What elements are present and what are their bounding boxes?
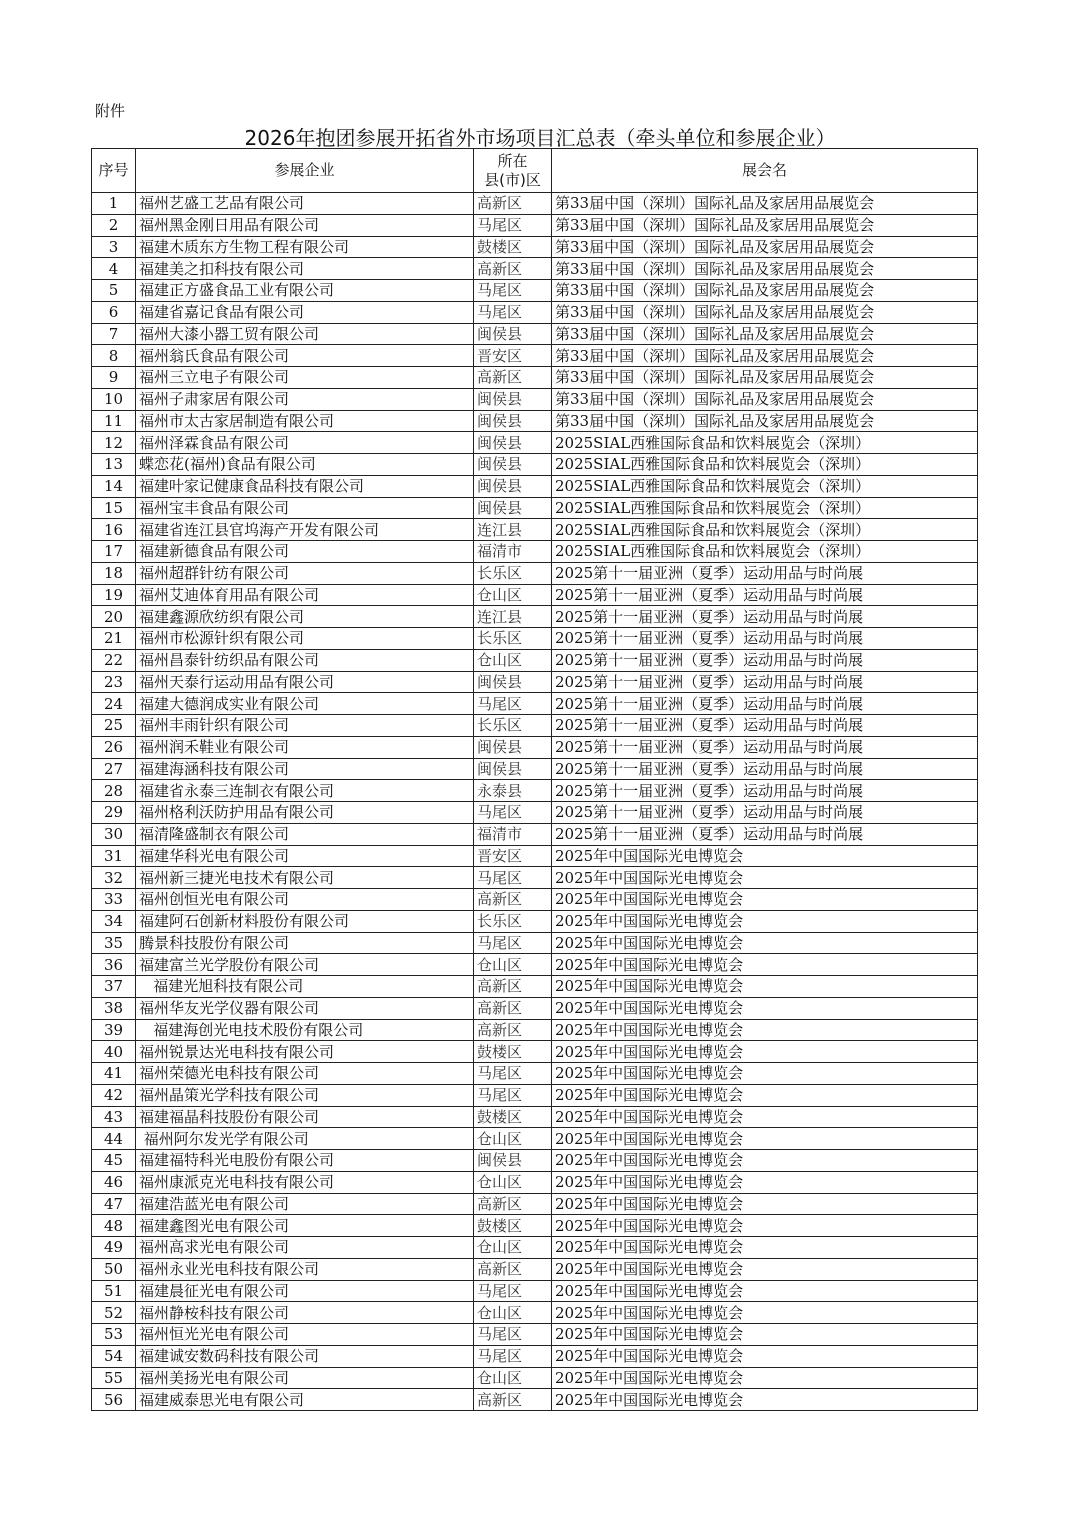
serial-number-cell: 3 xyxy=(92,236,136,258)
exhibition-cell: 2025年中国国际光电博览会 xyxy=(552,997,978,1019)
serial-number-cell: 54 xyxy=(92,1345,136,1367)
serial-number-cell: 10 xyxy=(92,388,136,410)
table-row xyxy=(92,606,978,628)
district-cell: 马尾区 xyxy=(474,1324,552,1346)
serial-number-cell: 42 xyxy=(92,1084,136,1106)
serial-number-cell: 17 xyxy=(92,541,136,563)
district-cell: 马尾区 xyxy=(474,1345,552,1367)
serial-number-cell: 30 xyxy=(92,823,136,845)
header-serial-number: 序号 xyxy=(92,149,136,193)
company-cell: 福州新三捷光电技术有限公司 xyxy=(136,867,474,889)
district-cell: 闽侯县 xyxy=(474,323,552,345)
serial-number-cell: 12 xyxy=(92,432,136,454)
serial-number-cell: 13 xyxy=(92,454,136,476)
serial-number-cell: 7 xyxy=(92,323,136,345)
exhibition-cell: 2025年中国国际光电博览会 xyxy=(552,845,978,867)
serial-number-cell: 20 xyxy=(92,606,136,628)
table-row xyxy=(92,932,978,954)
table-row xyxy=(92,1084,978,1106)
company-cell: 福州昌泰针纺织品有限公司 xyxy=(136,649,474,671)
district-cell: 马尾区 xyxy=(474,280,552,302)
serial-number-cell: 44 xyxy=(92,1128,136,1150)
exhibition-cell: 第33届中国（深圳）国际礼品及家居用品展览会 xyxy=(552,258,978,280)
company-cell: 福州市太古家居制造有限公司 xyxy=(136,410,474,432)
company-cell: 福建威泰思光电有限公司 xyxy=(136,1389,474,1411)
exhibition-cell: 2025第十一届亚洲（夏季）运动用品与时尚展 xyxy=(552,802,978,824)
company-cell: 福州黑金刚日用品有限公司 xyxy=(136,214,474,236)
serial-number-cell: 9 xyxy=(92,367,136,389)
company-cell: 福建海涵科技有限公司 xyxy=(136,758,474,780)
exhibition-cell: 2025年中国国际光电博览会 xyxy=(552,1019,978,1041)
exhibition-cell: 2025第十一届亚洲（夏季）运动用品与时尚展 xyxy=(552,758,978,780)
district-cell: 晋安区 xyxy=(474,345,552,367)
district-cell: 高新区 xyxy=(474,258,552,280)
exhibition-cell: 2025年中国国际光电博览会 xyxy=(552,1128,978,1150)
district-cell: 仓山区 xyxy=(474,1128,552,1150)
table-row xyxy=(92,519,978,541)
company-cell: 福州丰雨针织有限公司 xyxy=(136,715,474,737)
district-cell: 高新区 xyxy=(474,1389,552,1411)
exhibition-cell: 2025第十一届亚洲（夏季）运动用品与时尚展 xyxy=(552,606,978,628)
district-cell: 仓山区 xyxy=(474,584,552,606)
company-cell: 福建木质东方生物工程有限公司 xyxy=(136,236,474,258)
exhibition-cell: 2025第十一届亚洲（夏季）运动用品与时尚展 xyxy=(552,693,978,715)
serial-number-cell: 50 xyxy=(92,1258,136,1280)
district-cell: 高新区 xyxy=(474,1193,552,1215)
exhibition-cell: 2025年中国国际光电博览会 xyxy=(552,1106,978,1128)
district-cell: 闽侯县 xyxy=(474,758,552,780)
company-cell: 福州市松源针织有限公司 xyxy=(136,628,474,650)
company-cell: 福州康派克光电科技有限公司 xyxy=(136,1171,474,1193)
district-cell: 鼓楼区 xyxy=(474,1106,552,1128)
serial-number-cell: 51 xyxy=(92,1280,136,1302)
serial-number-cell: 31 xyxy=(92,845,136,867)
table-row xyxy=(92,1106,978,1128)
district-cell: 长乐区 xyxy=(474,628,552,650)
exhibition-cell: 2025第十一届亚洲（夏季）运动用品与时尚展 xyxy=(552,562,978,584)
serial-number-cell: 29 xyxy=(92,802,136,824)
district-cell: 闽侯县 xyxy=(474,736,552,758)
serial-number-cell: 21 xyxy=(92,628,136,650)
company-cell: 福建大德润成实业有限公司 xyxy=(136,693,474,715)
exhibition-cell: 2025年中国国际光电博览会 xyxy=(552,910,978,932)
exhibition-cell: 2025第十一届亚洲（夏季）运动用品与时尚展 xyxy=(552,823,978,845)
serial-number-cell: 16 xyxy=(92,519,136,541)
company-cell: 福建鑫图光电有限公司 xyxy=(136,1215,474,1237)
exhibition-cell: 2025年中国国际光电博览会 xyxy=(552,1237,978,1259)
table-row xyxy=(92,301,978,323)
serial-number-cell: 36 xyxy=(92,954,136,976)
exhibition-cell: 2025第十一届亚洲（夏季）运动用品与时尚展 xyxy=(552,649,978,671)
company-cell: 福州宝丰食品有限公司 xyxy=(136,497,474,519)
district-cell: 高新区 xyxy=(474,976,552,998)
exhibition-cell: 2025年中国国际光电博览会 xyxy=(552,1367,978,1389)
serial-number-cell: 46 xyxy=(92,1171,136,1193)
header-company: 参展企业 xyxy=(136,149,474,193)
serial-number-cell: 34 xyxy=(92,910,136,932)
table-row xyxy=(92,1063,978,1085)
table-row xyxy=(92,541,978,563)
company-cell: 福建美之扣科技有限公司 xyxy=(136,258,474,280)
district-cell: 闽侯县 xyxy=(474,671,552,693)
table-row xyxy=(92,823,978,845)
serial-number-cell: 1 xyxy=(92,193,136,215)
table-row xyxy=(92,954,978,976)
serial-number-cell: 38 xyxy=(92,997,136,1019)
serial-number-cell: 25 xyxy=(92,715,136,737)
table-header-row xyxy=(92,149,978,193)
serial-number-cell: 40 xyxy=(92,1041,136,1063)
exhibition-cell: 2025SIAL西雅国际食品和饮料展览会（深圳） xyxy=(552,432,978,454)
company-cell: 福建晨征光电有限公司 xyxy=(136,1280,474,1302)
serial-number-cell: 55 xyxy=(92,1367,136,1389)
company-cell: 福建鑫源欣纺织有限公司 xyxy=(136,606,474,628)
exhibition-cell: 2025SIAL西雅国际食品和饮料展览会（深圳） xyxy=(552,475,978,497)
table-row xyxy=(92,323,978,345)
table-row xyxy=(92,432,978,454)
company-cell: 福州润禾鞋业有限公司 xyxy=(136,736,474,758)
table-row xyxy=(92,889,978,911)
company-cell: 福建新德食品有限公司 xyxy=(136,541,474,563)
table-row xyxy=(92,562,978,584)
district-cell: 仓山区 xyxy=(474,1237,552,1259)
table-row xyxy=(92,1150,978,1172)
district-cell: 连江县 xyxy=(474,519,552,541)
table-row xyxy=(92,1171,978,1193)
header-exhibition: 展会名 xyxy=(552,149,978,193)
table-row xyxy=(92,193,978,215)
table-row xyxy=(92,236,978,258)
company-cell: 福建省嘉记食品有限公司 xyxy=(136,301,474,323)
table-body xyxy=(92,193,978,1411)
district-cell: 仓山区 xyxy=(474,1302,552,1324)
exhibition-cell: 2025年中国国际光电博览会 xyxy=(552,1389,978,1411)
district-cell: 晋安区 xyxy=(474,845,552,867)
district-cell: 高新区 xyxy=(474,1019,552,1041)
company-cell: 福建华科光电有限公司 xyxy=(136,845,474,867)
company-cell: 福建诚安数码科技有限公司 xyxy=(136,1345,474,1367)
company-cell: 福建阿石创新材料股份有限公司 xyxy=(136,910,474,932)
company-cell: 福州高求光电有限公司 xyxy=(136,1237,474,1259)
exhibition-cell: 2025年中国国际光电博览会 xyxy=(552,1215,978,1237)
table-row xyxy=(92,736,978,758)
exhibition-cell: 2025年中国国际光电博览会 xyxy=(552,867,978,889)
exhibition-cell: 2025年中国国际光电博览会 xyxy=(552,1345,978,1367)
table-row xyxy=(92,1128,978,1150)
table-row xyxy=(92,628,978,650)
district-cell: 鼓楼区 xyxy=(474,1215,552,1237)
serial-number-cell: 5 xyxy=(92,280,136,302)
serial-number-cell: 49 xyxy=(92,1237,136,1259)
company-cell: 福州创恒光电有限公司 xyxy=(136,889,474,911)
table-row xyxy=(92,214,978,236)
company-cell: 福州阿尔发光学有限公司 xyxy=(136,1128,474,1150)
district-cell: 马尾区 xyxy=(474,802,552,824)
exhibition-cell: 2025第十一届亚洲（夏季）运动用品与时尚展 xyxy=(552,628,978,650)
serial-number-cell: 45 xyxy=(92,1150,136,1172)
serial-number-cell: 35 xyxy=(92,932,136,954)
serial-number-cell: 6 xyxy=(92,301,136,323)
company-cell: 福建富兰光学股份有限公司 xyxy=(136,954,474,976)
table-row xyxy=(92,410,978,432)
serial-number-cell: 48 xyxy=(92,1215,136,1237)
serial-number-cell: 18 xyxy=(92,562,136,584)
table-row xyxy=(92,1280,978,1302)
company-cell: 福建正方盛食品工业有限公司 xyxy=(136,280,474,302)
header-district: 所在 县(市)区 xyxy=(474,149,552,193)
table-row xyxy=(92,976,978,998)
table-row xyxy=(92,454,978,476)
serial-number-cell: 28 xyxy=(92,780,136,802)
exhibitors-table xyxy=(91,148,978,1411)
exhibition-cell: 2025SIAL西雅国际食品和饮料展览会（深圳） xyxy=(552,497,978,519)
district-cell: 马尾区 xyxy=(474,932,552,954)
company-cell: 福建浩蓝光电有限公司 xyxy=(136,1193,474,1215)
company-cell: 蝶恋花(福州)食品有限公司 xyxy=(136,454,474,476)
exhibition-cell: 第33届中国（深圳）国际礼品及家居用品展览会 xyxy=(552,323,978,345)
district-cell: 长乐区 xyxy=(474,910,552,932)
district-cell: 长乐区 xyxy=(474,562,552,584)
district-cell: 高新区 xyxy=(474,193,552,215)
district-cell: 马尾区 xyxy=(474,1063,552,1085)
district-cell: 马尾区 xyxy=(474,1280,552,1302)
exhibition-cell: 2025年中国国际光电博览会 xyxy=(552,932,978,954)
table-row xyxy=(92,649,978,671)
company-cell: 福建叶家记健康食品科技有限公司 xyxy=(136,475,474,497)
table-row xyxy=(92,1041,978,1063)
serial-number-cell: 41 xyxy=(92,1063,136,1085)
district-cell: 高新区 xyxy=(474,1258,552,1280)
exhibition-cell: 第33届中国（深圳）国际礼品及家居用品展览会 xyxy=(552,301,978,323)
company-cell: 福州荣德光电科技有限公司 xyxy=(136,1063,474,1085)
table-row xyxy=(92,1019,978,1041)
serial-number-cell: 33 xyxy=(92,889,136,911)
company-cell: 福州锐景达光电科技有限公司 xyxy=(136,1041,474,1063)
exhibition-cell: 2025年中国国际光电博览会 xyxy=(552,1193,978,1215)
district-cell: 长乐区 xyxy=(474,715,552,737)
table-row xyxy=(92,845,978,867)
exhibition-cell: 第33届中国（深圳）国际礼品及家居用品展览会 xyxy=(552,367,978,389)
exhibition-cell: 2025年中国国际光电博览会 xyxy=(552,1063,978,1085)
serial-number-cell: 32 xyxy=(92,867,136,889)
company-cell: 福建光旭科技有限公司 xyxy=(136,976,474,998)
serial-number-cell: 11 xyxy=(92,410,136,432)
serial-number-cell: 4 xyxy=(92,258,136,280)
district-cell: 仓山区 xyxy=(474,1367,552,1389)
table-row xyxy=(92,715,978,737)
company-cell: 福州三立电子有限公司 xyxy=(136,367,474,389)
exhibition-cell: 第33届中国（深圳）国际礼品及家居用品展览会 xyxy=(552,410,978,432)
table-row xyxy=(92,758,978,780)
table-row xyxy=(92,584,978,606)
district-cell: 马尾区 xyxy=(474,301,552,323)
table-row xyxy=(92,345,978,367)
district-cell: 闽侯县 xyxy=(474,432,552,454)
table-row xyxy=(92,671,978,693)
company-cell: 福建海创光电技术股份有限公司 xyxy=(136,1019,474,1041)
exhibition-cell: 第33届中国（深圳）国际礼品及家居用品展览会 xyxy=(552,193,978,215)
serial-number-cell: 43 xyxy=(92,1106,136,1128)
exhibition-cell: 2025年中国国际光电博览会 xyxy=(552,1324,978,1346)
company-cell: 福州翁氏食品有限公司 xyxy=(136,345,474,367)
district-cell: 马尾区 xyxy=(474,867,552,889)
district-cell: 鼓楼区 xyxy=(474,1041,552,1063)
table-row xyxy=(92,1258,978,1280)
exhibition-cell: 2025年中国国际光电博览会 xyxy=(552,1150,978,1172)
attachment-label: 附件 xyxy=(95,102,126,120)
district-cell: 闽侯县 xyxy=(474,497,552,519)
serial-number-cell: 26 xyxy=(92,736,136,758)
company-cell: 福州超群针纺有限公司 xyxy=(136,562,474,584)
exhibition-cell: 2025年中国国际光电博览会 xyxy=(552,1041,978,1063)
serial-number-cell: 8 xyxy=(92,345,136,367)
district-cell: 仓山区 xyxy=(474,1171,552,1193)
table-row xyxy=(92,367,978,389)
serial-number-cell: 14 xyxy=(92,475,136,497)
exhibition-cell: 2025第十一届亚洲（夏季）运动用品与时尚展 xyxy=(552,715,978,737)
table-row xyxy=(92,280,978,302)
table-row xyxy=(92,910,978,932)
district-cell: 闽侯县 xyxy=(474,388,552,410)
company-cell: 福州晶策光学科技有限公司 xyxy=(136,1084,474,1106)
serial-number-cell: 56 xyxy=(92,1389,136,1411)
exhibition-cell: 第33届中国（深圳）国际礼品及家居用品展览会 xyxy=(552,388,978,410)
company-cell: 福州华友光学仪器有限公司 xyxy=(136,997,474,1019)
exhibition-cell: 2025年中国国际光电博览会 xyxy=(552,954,978,976)
exhibition-cell: 2025SIAL西雅国际食品和饮料展览会（深圳） xyxy=(552,454,978,476)
company-cell: 福建福特科光电股份有限公司 xyxy=(136,1150,474,1172)
exhibition-cell: 第33届中国（深圳）国际礼品及家居用品展览会 xyxy=(552,280,978,302)
company-cell: 福州静桉科技有限公司 xyxy=(136,1302,474,1324)
serial-number-cell: 22 xyxy=(92,649,136,671)
table-row xyxy=(92,1389,978,1411)
district-cell: 福清市 xyxy=(474,823,552,845)
table-row xyxy=(92,867,978,889)
district-cell: 马尾区 xyxy=(474,214,552,236)
table-row xyxy=(92,258,978,280)
company-cell: 福州永业光电科技有限公司 xyxy=(136,1258,474,1280)
district-cell: 福清市 xyxy=(474,541,552,563)
company-cell: 腾景科技股份有限公司 xyxy=(136,932,474,954)
company-cell: 福州艺盛工艺品有限公司 xyxy=(136,193,474,215)
company-cell: 福州格利沃防护用品有限公司 xyxy=(136,802,474,824)
district-cell: 闽侯县 xyxy=(474,475,552,497)
serial-number-cell: 23 xyxy=(92,671,136,693)
exhibition-cell: 2025年中国国际光电博览会 xyxy=(552,889,978,911)
table-row xyxy=(92,1324,978,1346)
exhibition-cell: 2025第十一届亚洲（夏季）运动用品与时尚展 xyxy=(552,780,978,802)
company-cell: 福清隆盛制衣有限公司 xyxy=(136,823,474,845)
exhibition-cell: 第33届中国（深圳）国际礼品及家居用品展览会 xyxy=(552,214,978,236)
exhibition-cell: 第33届中国（深圳）国际礼品及家居用品展览会 xyxy=(552,345,978,367)
table-row xyxy=(92,780,978,802)
exhibition-cell: 2025第十一届亚洲（夏季）运动用品与时尚展 xyxy=(552,671,978,693)
exhibition-cell: 2025第十一届亚洲（夏季）运动用品与时尚展 xyxy=(552,584,978,606)
table-row xyxy=(92,388,978,410)
exhibition-cell: 2025年中国国际光电博览会 xyxy=(552,1280,978,1302)
company-cell: 福建省永泰三连制衣有限公司 xyxy=(136,780,474,802)
document-title: 2026年抱团参展开拓省外市场项目汇总表（牵头单位和参展企业） xyxy=(244,126,836,150)
company-cell: 福州恒光光电有限公司 xyxy=(136,1324,474,1346)
table-row xyxy=(92,997,978,1019)
exhibition-cell: 2025SIAL西雅国际食品和饮料展览会（深圳） xyxy=(552,541,978,563)
exhibition-cell: 2025第十一届亚洲（夏季）运动用品与时尚展 xyxy=(552,736,978,758)
district-cell: 永泰县 xyxy=(474,780,552,802)
serial-number-cell: 27 xyxy=(92,758,136,780)
exhibition-cell: 2025年中国国际光电博览会 xyxy=(552,1084,978,1106)
serial-number-cell: 47 xyxy=(92,1193,136,1215)
exhibition-cell: 2025年中国国际光电博览会 xyxy=(552,976,978,998)
table-row xyxy=(92,1367,978,1389)
table-row xyxy=(92,1237,978,1259)
table-row xyxy=(92,475,978,497)
exhibition-cell: 第33届中国（深圳）国际礼品及家居用品展览会 xyxy=(552,236,978,258)
exhibition-cell: 2025SIAL西雅国际食品和饮料展览会（深圳） xyxy=(552,519,978,541)
serial-number-cell: 37 xyxy=(92,976,136,998)
table-row xyxy=(92,693,978,715)
table-row xyxy=(92,1193,978,1215)
table-row xyxy=(92,802,978,824)
serial-number-cell: 52 xyxy=(92,1302,136,1324)
company-cell: 福州子肃家居有限公司 xyxy=(136,388,474,410)
exhibition-cell: 2025年中国国际光电博览会 xyxy=(552,1258,978,1280)
exhibition-cell: 2025年中国国际光电博览会 xyxy=(552,1171,978,1193)
serial-number-cell: 19 xyxy=(92,584,136,606)
district-cell: 闽侯县 xyxy=(474,454,552,476)
district-cell: 仓山区 xyxy=(474,954,552,976)
company-cell: 福州大漆小器工贸有限公司 xyxy=(136,323,474,345)
serial-number-cell: 39 xyxy=(92,1019,136,1041)
serial-number-cell: 53 xyxy=(92,1324,136,1346)
serial-number-cell: 2 xyxy=(92,214,136,236)
serial-number-cell: 24 xyxy=(92,693,136,715)
district-cell: 闽侯县 xyxy=(474,410,552,432)
company-cell: 福建省连江县官坞海产开发有限公司 xyxy=(136,519,474,541)
company-cell: 福州美扬光电有限公司 xyxy=(136,1367,474,1389)
district-cell: 高新区 xyxy=(474,889,552,911)
table-row xyxy=(92,1302,978,1324)
district-cell: 高新区 xyxy=(474,367,552,389)
district-cell: 闽侯县 xyxy=(474,1150,552,1172)
district-cell: 马尾区 xyxy=(474,693,552,715)
table-row xyxy=(92,1215,978,1237)
company-cell: 福州天泰行运动用品有限公司 xyxy=(136,671,474,693)
district-cell: 鼓楼区 xyxy=(474,236,552,258)
table-row xyxy=(92,1345,978,1367)
table-row xyxy=(92,497,978,519)
company-cell: 福州泽霖食品有限公司 xyxy=(136,432,474,454)
exhibition-cell: 2025年中国国际光电博览会 xyxy=(552,1302,978,1324)
company-cell: 福州艾迪体育用品有限公司 xyxy=(136,584,474,606)
district-cell: 马尾区 xyxy=(474,1084,552,1106)
district-cell: 连江县 xyxy=(474,606,552,628)
district-cell: 仓山区 xyxy=(474,649,552,671)
serial-number-cell: 15 xyxy=(92,497,136,519)
company-cell: 福建福晶科技股份有限公司 xyxy=(136,1106,474,1128)
district-cell: 高新区 xyxy=(474,997,552,1019)
